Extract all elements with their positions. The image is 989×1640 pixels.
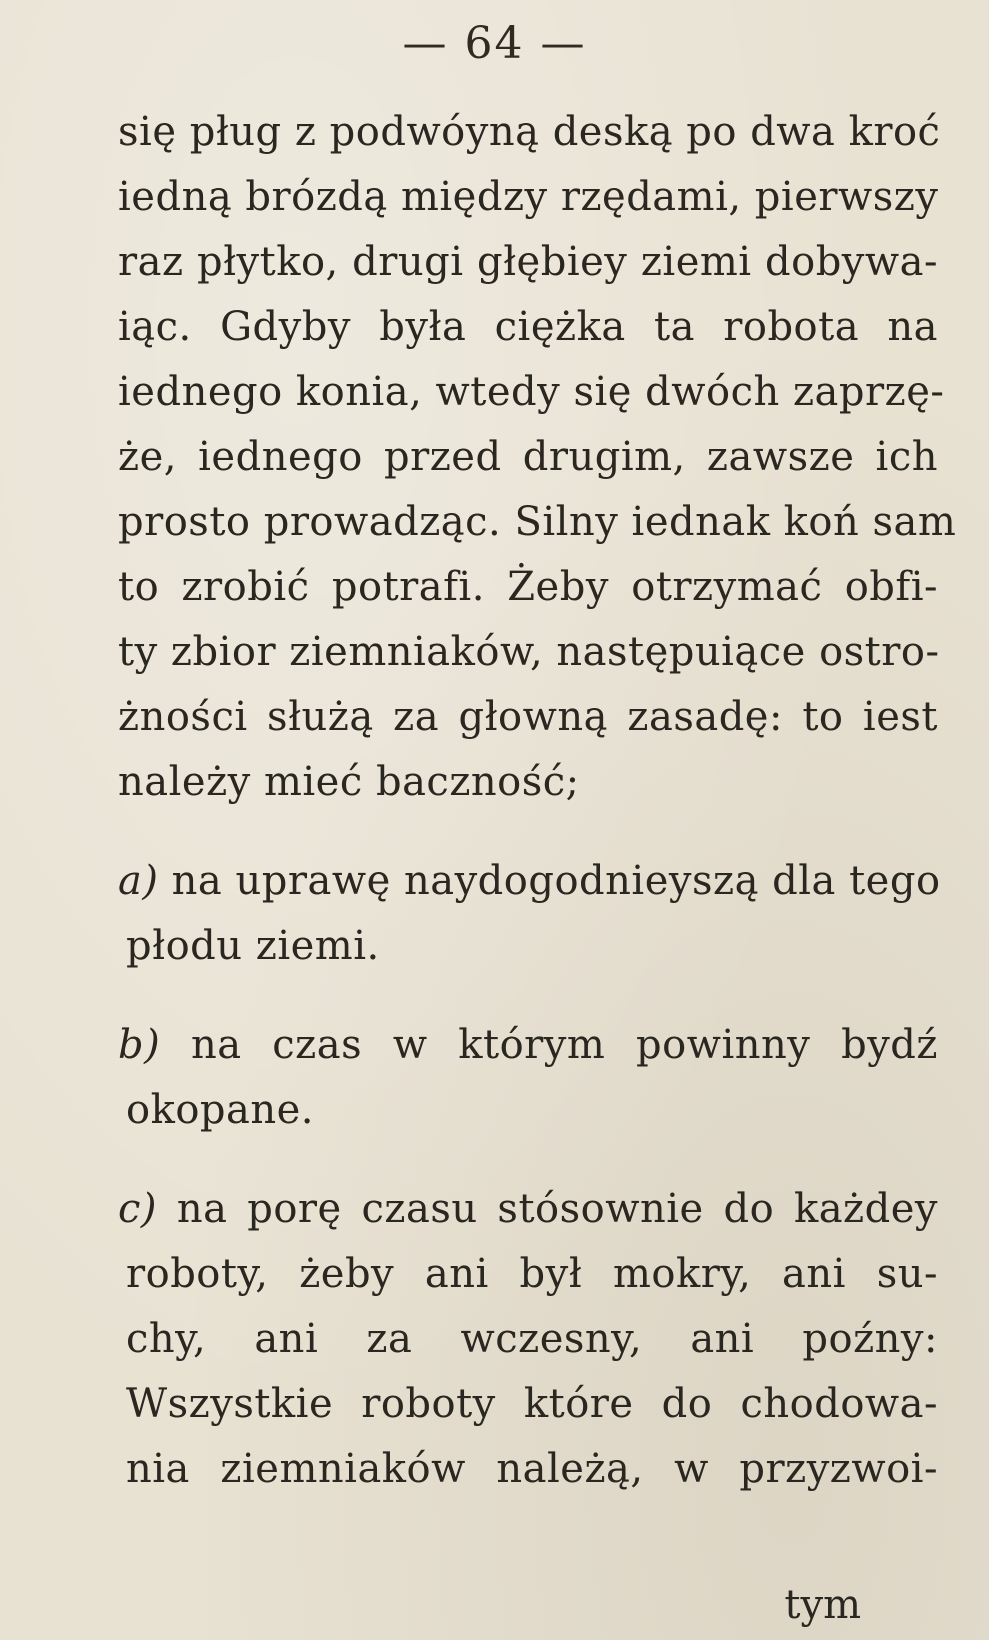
text-line: raz płytko, drugi głębiey ziemi dobywa- — [118, 239, 938, 285]
list-item-line: okopane. — [126, 1087, 315, 1133]
text-line: się pług z podwóyną deską po dwa kroć — [118, 109, 941, 155]
text-line: iednego konia, wtedy się dwóch zaprzę- — [118, 369, 945, 415]
list-item-line — [118, 1177, 938, 1242]
text-line: że, iednego przed drugim, zawsze ich — [118, 434, 938, 480]
list-item-line — [118, 849, 941, 914]
catchword: tym — [784, 1582, 861, 1628]
list-item-line: roboty, żeby ani był mokry, ani su- — [126, 1251, 938, 1297]
list-item-c — [118, 1177, 938, 1502]
text-line: to zrobić potrafi. Żeby otrzymać obfi- — [118, 564, 938, 610]
list-marker: c) — [118, 1186, 158, 1232]
list-item-text: na uprawę naydogodnieyszą dla tego — [171, 858, 941, 904]
list-item-line: płodu ziemi. — [126, 923, 380, 969]
text-line: iedną brózdą między rzędami, pierwszy — [118, 174, 939, 220]
text-line: należy mieć baczność; — [118, 759, 580, 805]
list-item-line: Wszystkie roboty które do chodowa- — [126, 1381, 938, 1427]
text-line: prosto prowadząc. Silny iednak koń sam — [118, 499, 957, 545]
list-item-line: chy, ani za wczesny, ani poźny: — [126, 1316, 938, 1362]
list-marker: b) — [118, 1022, 161, 1068]
text-line: ty zbior ziemniaków, następuiące ostro- — [118, 629, 940, 675]
list-item-line: nia ziemniaków należą, w przyzwoi- — [126, 1446, 938, 1492]
list-item-text: na porę czasu stósownie do każdey — [176, 1186, 939, 1232]
text-line: żności służą za głowną zasadę: to iest — [118, 694, 938, 740]
list-marker: a) — [118, 858, 159, 904]
list-item-a — [118, 849, 941, 979]
page-number: — 64 — — [402, 18, 587, 69]
page-body — [118, 100, 957, 1502]
list-item-line — [118, 1013, 938, 1078]
text-line: iąc. Gdyby była ciężka ta robota na — [118, 304, 938, 350]
paragraph — [118, 100, 957, 815]
list-item-text: na czas w którym powinny bydź — [190, 1022, 938, 1068]
list-item-b — [118, 1013, 938, 1143]
